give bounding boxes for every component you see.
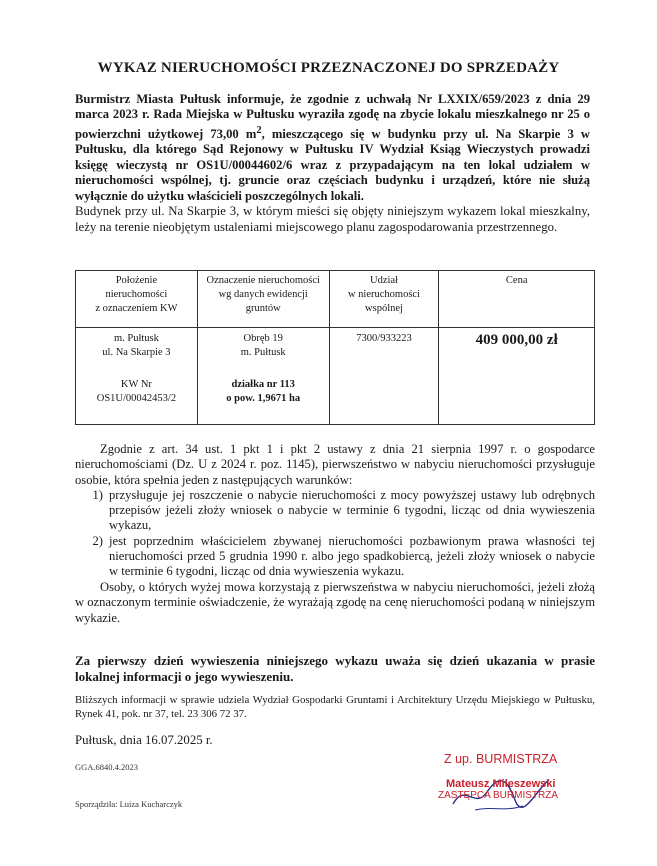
location-town: m. Pułtusk (113, 333, 159, 344)
priority-intro: Zgodnie z art. 34 ust. 1 pkt 1 i pkt 2 ustawy z dnia 21 sierpnia 1997 r. o gospodarce nieruchomościami (Dz. U z 2024 r. poz. 1145), pierwszeństwo w nabyciu nieruchomości przysługuje osobie, która spełnia jeden z następujących warunków: (75, 442, 595, 487)
kw-number: OS1U/00042453/2 (96, 393, 177, 404)
header-text: nieruchomości (105, 289, 168, 300)
zoning-paragraph: Budynek przy ul. Na Skarpie 3, w którym mieści się objęty niniejszym wykazem lokal mieszkalny, leży na terenie nieobjętym ustaleniami miejscowego planu zagospodarowania przestrzennego. (75, 204, 590, 234)
prepared-by: Sporządziła: Luiza Kucharczyk (75, 799, 183, 809)
stamp-name: Mateusz Mileszewski (446, 778, 556, 790)
intro-text-b: , mieszczącego się w budynku przy ul. Na Skarpie 3 w Pułtusku, dla którego Sąd Rejonowy w Pułtusku IV Wydział Ksiąg Wieczystych prowadzi księgę wieczystą nr OS1U/00044602/6 wraz z przypadającym na ten lokal udziałem w nieruchomości wspólnej, tj. gruncie oraz częściach budynku i urządzeń, które nie służą wyłącznie do użytku właścicieli poszczególnych lokali. (75, 127, 590, 203)
share-value: 7300/933223 (356, 333, 412, 344)
reference-number: GGA.6840.4.2023 (75, 762, 139, 772)
location-street: ul. Na Skarpie 3 (102, 347, 171, 358)
list-item-text: przysługuje jej roszczenie o nabycie nieruchomości z mocy powyższej ustawy lub odrębnych przepisów jeżeli złoży wniosek o nabycie w terminie 6 tygodni, licząc od dnia wywieszenia wykazu, (109, 487, 595, 533)
list-item (75, 534, 595, 580)
contact-paragraph: Bliższych informacji w sprawie udziela Wydział Gospodarki Gruntami i Architektury Urzędu Miejskiego w Pułtusku, Rynek 41, pok. nr 37, tel. 23 306 72 37. (75, 694, 595, 720)
stamp-authority: Z up. BURMISTRZA (444, 752, 558, 766)
document-title: WYKAZ NIERUCHOMOŚCI PRZEZNACZONEJ DO SPRZEDAŻY (97, 60, 560, 76)
header-text: gruntów (245, 303, 281, 314)
cell-price (439, 328, 595, 425)
consent-paragraph: Osoby, o których wyżej mowa korzystają z pierwszeństwa w nabyciu nieruchomości, jeżeli złożą w oznaczonym terminie oświadczenie, że wyrażają zgodę na cenę nieruchomości podaną w niniejszym wykazie. (75, 580, 595, 625)
precinct-town: m. Pułtusk (240, 347, 286, 358)
header-text: Cena (505, 275, 528, 286)
header-text: z oznaczeniem KW (95, 303, 178, 314)
conditions-list (75, 488, 595, 580)
list-item (75, 488, 595, 534)
header-price (439, 271, 595, 328)
plot-number: działka nr 113 (231, 379, 295, 390)
intro-paragraph (75, 92, 590, 204)
header-text: wspólnej (365, 303, 403, 314)
header-designation (197, 271, 329, 328)
posting-date-paragraph: Za pierwszy dzień wywieszenia niniejszego wykazu uważa się dzień ukazania w prasie lokalnej informacji o jego wywieszeniu. (75, 653, 595, 684)
intro-superscript: 2 (256, 124, 262, 136)
precinct: Obręb 19 (243, 333, 283, 344)
kw-label: KW Nr (120, 379, 152, 390)
list-item-number: 2) (92, 533, 103, 548)
plot-area: o pow. 1,9671 ha (226, 393, 301, 404)
stamp-position: ZASTĘPCA BURMISTRZA (438, 790, 559, 801)
intro-text-a: Burmistrz Miasta Pułtusk informuje, że zgodnie z uchwałą Nr LXXIX/659/2023 z dnia 29 marca 2023 r. Rada Miejska w Pułtusku wyraziła zgodę na zbycie lokalu mieszkalnego nr 25 o powierzchni użytkowej 73,00 m (75, 92, 590, 141)
header-text: w nieruchomości (347, 289, 420, 300)
list-item-number: 1) (92, 487, 103, 502)
document-date: Pułtusk, dnia 16.07.2025 r. (75, 733, 213, 747)
price-value: 409 000,00 zł (475, 332, 558, 348)
header-location (76, 271, 198, 328)
priority-paragraph (75, 442, 595, 580)
list-item-text: jest poprzednim właścicielem zbywanej nieruchomości pozbawionym prawa własności tej nieruchomości przed 5 grudnia 1990 r. albo jego spadkobiercą, jeżeli złoży wniosek o nabycie w terminie 6 tygodni, licząc od dnia wywieszenia wykazu. (109, 533, 595, 579)
cell-location (76, 328, 198, 425)
table-row (76, 328, 595, 425)
official-stamp (430, 752, 580, 801)
header-text: Oznaczenie nieruchomości (206, 275, 320, 286)
property-table (75, 270, 595, 425)
cell-designation (197, 328, 329, 425)
header-text: wg danych ewidencji (218, 289, 308, 300)
header-text: Udział (369, 275, 398, 286)
header-share (329, 271, 439, 328)
header-text: Położenie (115, 275, 158, 286)
cell-share (329, 328, 439, 425)
table-header-row (76, 271, 595, 328)
